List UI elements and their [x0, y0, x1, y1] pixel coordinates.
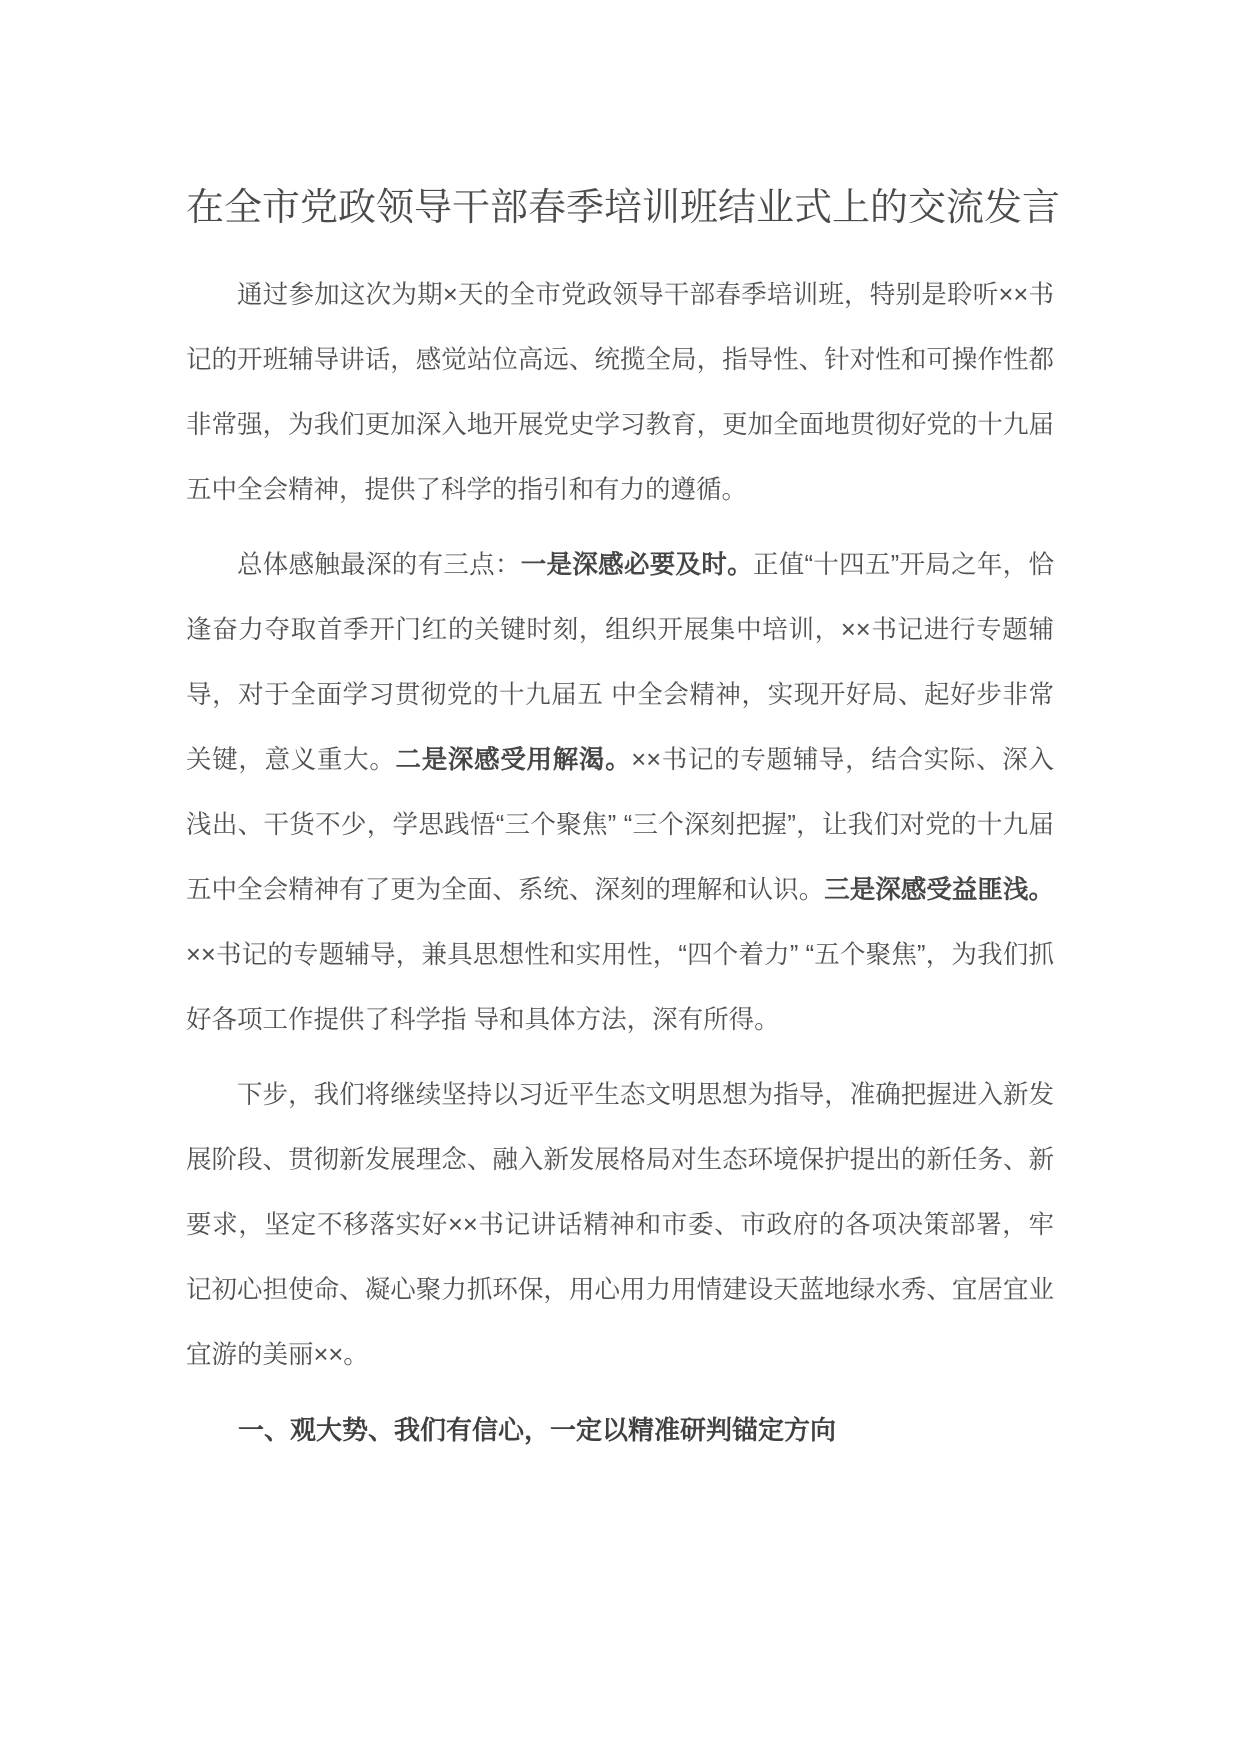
document-title: 在全市党政领导干部春季培训班结业式上的交流发言	[186, 187, 1061, 229]
paragraph-2-run-1: 总体感触最深的有三点：	[237, 550, 521, 579]
paragraph-2-run-2: 正值“十四五”开局之年，恰逢奋力夺取首季开门红的关键时刻，组织开展集中培训，××书记进行专题辅导，对于全面学习贯彻党的十九届五 中全会精神，实现开好局、起好步非常关键，意义重大。	[186, 550, 1054, 774]
paragraph-3: 下步，我们将继续坚持以习近平生态文明思想为指导，准确把握进入新发展阶段、贯彻新发展理念、融入新发展格局对生态环境保护提出的新任务、新要求，坚定不移落实好××书记讲话精神和市委、市政府的各项决策部署，牢记初心担使命、凝心聚力抓环保，用心用力用情建设天蓝地绿水秀、宜居宜业宜游的美丽××。	[186, 1080, 1054, 1369]
paragraph-2-bold-run-1: 一是深感必要及时。	[520, 550, 753, 579]
paragraph-2-bold-run-3: 三是深感受益匪浅。	[824, 875, 1054, 904]
paragraph-2-run-3: ××书记的专题辅导，结合实际、深入浅出、干货不少，学思践悟“三个聚焦” “三个深刻把握”，让我们对党的十九届五中全会精神有了更为全面、系统、深刻的理解和认识。	[186, 745, 1054, 904]
paragraph-2-run-4: ××书记的专题辅导，兼具思想性和实用性，“四个着力” “五个聚焦”，为我们抓好各项工作提供了科学指 导和具体方法，深有所得。	[186, 940, 1054, 1034]
paragraph-2-bold-run-2: 二是深感受用解渴。	[395, 745, 632, 774]
paragraph-2	[186, 533, 1054, 1053]
paragraph-1: 通过参加这次为期×天的全市党政领导干部春季培训班，特别是聆听××书记的开班辅导讲话，感觉站位高远、统揽全局，指导性、针对性和可操作性都非常强，为我们更加深入地开展党史学习教育，更加全面地贯彻好党的十九届五中全会精神，提供了科学的指引和有力的遵循。	[186, 280, 1054, 504]
section-heading-1: 一、观大势、我们有信心，一定以精准研判锚定方向	[238, 1414, 837, 1445]
